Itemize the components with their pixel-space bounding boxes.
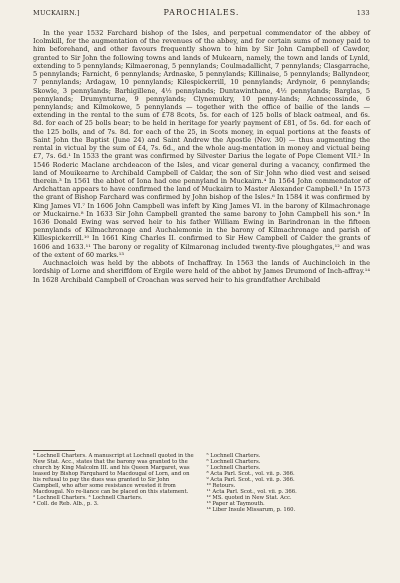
footnote: ² Lochnell Charters. ³ Lochnell Charters. <box>33 495 143 502</box>
header-parish: MUCKAIRN.] <box>33 9 80 17</box>
footnote: ⁸ Acta Parl. Scot., vol. vii. p. 366. <box>206 471 295 478</box>
main-text <box>33 29 370 284</box>
footnote: ⁵ Lochnell Charters. <box>206 453 261 459</box>
paragraph: Auchnacloich was held by the abbots of Inchaffray. In 1563 the lands of Auchincloich in the lordship of Lorne and sheriffdom of Ergile were held of the abbot by James Drumond of Inch-affray.¹⁴ In 1628 Archibald Campbell of Croachan was served heir to his grandfather Archibald <box>33 259 370 284</box>
page-number: 133 <box>356 9 370 17</box>
paragraph: In the year 1532 Farchard bishop of the Isles, and perpetual commendator of the abbey of Icolmkill, for the augmentation of the revenues of the abbey, and for certain sums of money paid to him beforehand, and other favours frequently shown to him by Sir John Campbell of Cawdor, granted to Sir John the following towns and lands of Mukearn, namely, the town and lands of Lynld, extending to 5 pennylands; Kilmaeronag, 5 pennylands; Coulmadallicht, 7 pennylands; Clasgarrache, 5 pennylands; Farnicht, 6 pennylands; Ardnaske, 5 pennylands; Killinaise, 5 pennylands; Ballyndeor, 7 pennylands; Ardagaw, 10 pennylands; Kilespickerrill, 10 pennylands; Ardynoir, 6 pennylands; Skowle, 3 pennylands; Barhigillene, 4½ pennylands; Duntawinthane, 4½ pennylands; Barglas, 5 pennylands; Drumynturne, 9 pennylands; Clynemukry, 10 penny-lands; Achnecossinde, 6 pennylands; and Kilmokowe, 5 pennylands — together with the office of bailie of the lands — extending in the rental to the sum of £78 8cots, 5s. for each of 125 bolls of black oatmeal, and 6s. 8d. for each of 25 bolls bear; to be held in heritage for yearly payment of £81, of 5s. 6d. for each of the 125 bolls, and of 7s. 8d. for each of the 25, in Scots money, in equal portions at the feasts of Saint John the Baptist (June 24) and Saint Andrew the Apostle (Nov. 30) — thus augmenting the rental in victual by the sum of £4, 7s. 6d., and the whole aug-mentation in money and victual being £7, 7s. 6d.¹ In 1533 the grant was confirmed by Silvester Darius the legate of Pope Clement VII.² In 1546 Roderic Maclane archdeacon of the Isles, and vicar general during a vacancy, confirmed the land of Mouikearne to Archibald Campbell of Caldar, the son of Sir John who died vest and seised therein.³ In 1561 the abbot of Iona had one pennyland in Muckairn.⁴ In 1564 John commendator of Ardchattan appears to have confirmed the land of Muckairn to Master Alexander Campbell.⁵ In 1573 the grant of Bishop Farchard was confirmed by John bishop of the Isles.⁶ In 1584 it was confirmed by King James VI.⁷ In 1606 John Campbell was infeft by King James VI. in the barony of Kilmachronage or Muckairne.⁸ In 1633 Sir John Campbell granted the same barony to John Campbell his son.⁹ In 1636 Donald Ewing was served heir to his father William Ewing in Barindronan in the fifteen pennylands of Kilmachronage and Auchalemonie in the barony of Kilmachronage and parish of Killespickerrill.¹⁰ In 1661 King Charles II. confirmed to Sir Hew Campbell of Calder the grants of 1606 and 1633.¹¹ The barony or regality of Kilmaronag included twenty-five ploughgates,¹² and was of the extent of 60 marks.¹³ <box>33 29 370 259</box>
footnote-divider <box>33 450 75 451</box>
footnotes-left-column <box>33 453 197 513</box>
footnote: ⁴ Coll. de Reb. Alb., p. 3. <box>33 501 99 508</box>
header-title: PAROCHIALES. <box>163 8 240 17</box>
running-header <box>33 9 370 19</box>
footnote: ⁹ Acta Parl. Scot., vol. vii. p. 366. <box>206 477 295 484</box>
footnote: ¹⁰ Retours. <box>206 483 236 490</box>
footnote: ¹³ Paper at Taymouth. <box>206 501 265 508</box>
footnote: ¹ Lochnell Charters. A manuscript at Lochnell quoted in the New Stat. Acc., states that the barony was granted to the church by King Malcolm III. and his Queen Margaret, was leased by Bishop Farquhard to Macdougal of Lorn, and on his refusal to pay the dues was granted to Sir John Campbell, who after some resistance wrested it from Macdougal. No re-liance can be placed on this statement. <box>33 453 194 496</box>
footnotes-right-column <box>207 453 371 513</box>
footnote: ¹¹ Acta Parl. Scot., vol. vii. p. 366. <box>206 489 297 496</box>
footnote: ¹⁴ Liber Insule Missarum, p. 160. <box>206 507 296 514</box>
footnotes <box>33 453 370 513</box>
footnote: ⁷ Lochnell Charters. <box>206 465 261 472</box>
footnote: ¹² MS. quoted in New Stat. Acc. <box>206 495 292 502</box>
footnote: ⁶ Lochnell Charters. <box>206 459 261 466</box>
